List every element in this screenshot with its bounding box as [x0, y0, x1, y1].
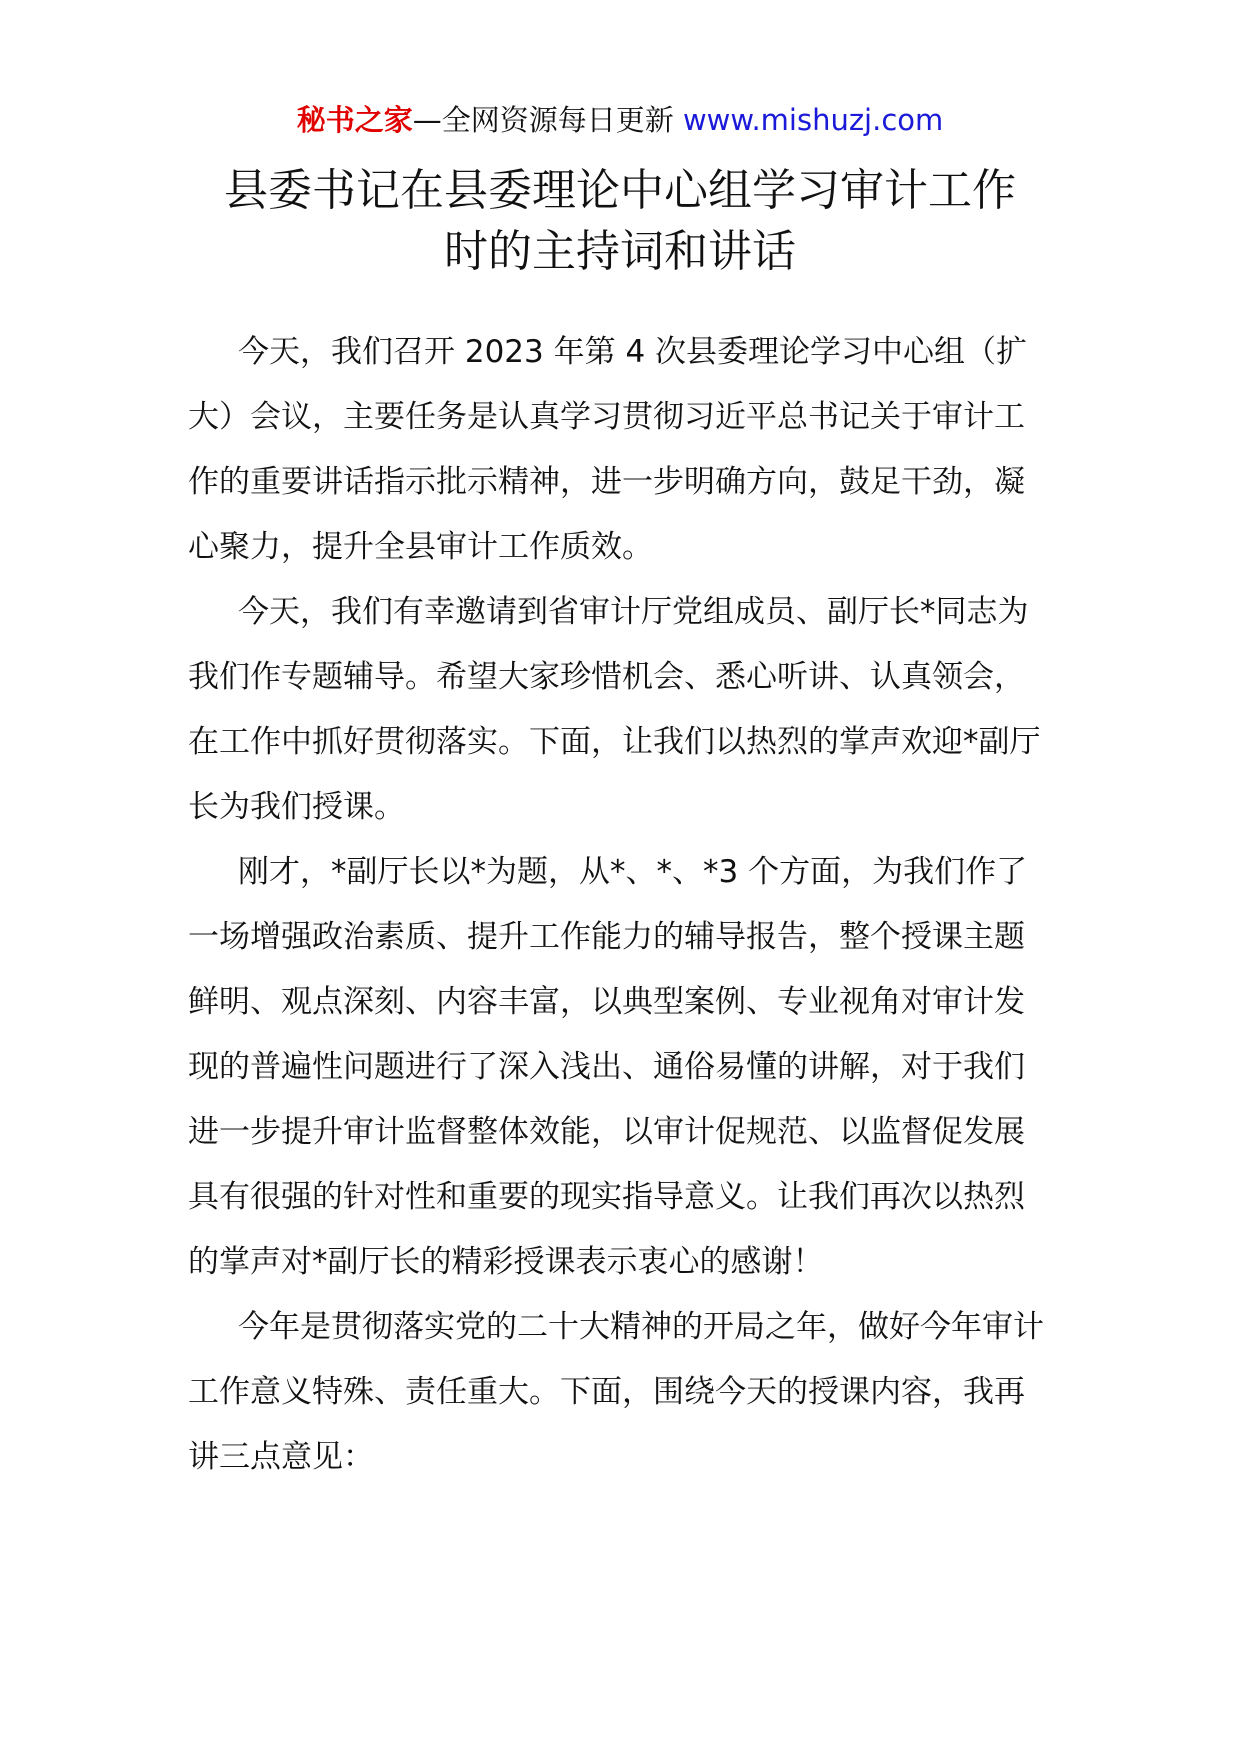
- paragraph-3: 刚才，*副厅长以*为题，从*、*、*3 个方面，为我们作了一场增强政治素质、提升工作能力的辅导报告，整个授课主题鲜明、观点深刻、内容丰富，以典型案例、专业视角对审计发现的普遍性问题进行了深入浅出、通俗易懂的讲解，对于我们进一步提升审计监督整体效能，以审计促规范、以监督促发展具有很强的针对性和重要的现实指导意义。让我们再次以热烈的掌声对*副厅长的精彩授课表示衷心的感谢！: [188, 854, 1028, 1280]
- document-body: [188, 320, 1048, 1490]
- title-line-2: 时的主持词和讲话: [444, 226, 796, 277]
- watermark-header: [0, 100, 1240, 140]
- site-url: www.mishuzj.com: [682, 103, 944, 137]
- paragraph-4: 今年是贯彻落实党的二十大精神的开局之年，做好今年审计工作意义特殊、责任重大。下面，围绕今天的授课内容，我再讲三点意见：: [188, 1309, 1044, 1475]
- brand-name: 秘书之家: [296, 103, 413, 137]
- paragraph-2: 今天，我们有幸邀请到省审计厅党组成员、副厅长*同志为我们作专题辅导。希望大家珍惜机会、悉心听讲、认真领会，在工作中抓好贯彻落实。下面，让我们以热烈的掌声欢迎*副厅长为我们授课。: [188, 594, 1041, 825]
- title-line-1: 县委书记在县委理论中心组学习审计工作: [224, 165, 1016, 216]
- header-tagline: —全网资源每日更新: [412, 103, 683, 137]
- paragraph-1: 今天，我们召开 2023 年第 4 次县委理论学习中心组（扩大）会议，主要任务是认真学习贯彻习近平总书记关于审计工作的重要讲话指示批示精神，进一步明确方向，鼓足干劲，凝心聚力，提升全县审计工作质效。: [188, 334, 1028, 565]
- document-title: [0, 160, 1240, 282]
